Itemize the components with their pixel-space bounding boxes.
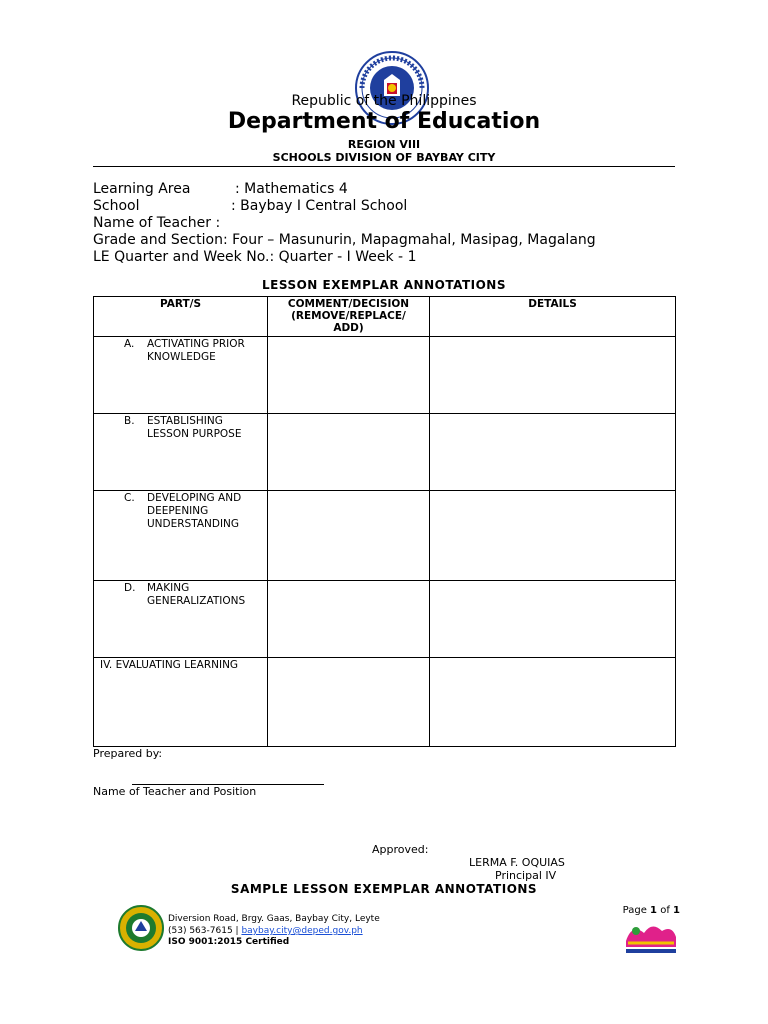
footer-email-link[interactable]: baybay.city@deped.gov.ph [241, 926, 363, 936]
details-cell[interactable] [430, 658, 676, 747]
part-line: GENERALIZATIONS [147, 595, 246, 607]
part-line: LESSON PURPOSE [147, 428, 242, 440]
footer-iso: ISO 9001:2015 Certified [168, 937, 290, 947]
header-details: DETAILS [430, 297, 676, 337]
header-divider [93, 166, 675, 167]
part-line: MAKING [147, 582, 190, 594]
part-letter: B. [124, 415, 135, 427]
footer-contact [168, 926, 363, 937]
part-cell [94, 491, 268, 581]
table-row [94, 658, 676, 747]
header-republic: Republic of the Philippines [291, 93, 477, 109]
approver-title: Principal IV [495, 869, 557, 882]
quarter-week-line: LE Quarter and Week No.: Quarter - I Week - 1 [93, 249, 417, 265]
header-division: SCHOOLS DIVISION OF BAYBAY CITY [272, 151, 496, 164]
page-current: 1 [650, 905, 658, 916]
part-line: UNDERSTANDING [147, 518, 240, 530]
page-number [600, 905, 680, 916]
comment-cell[interactable] [268, 414, 430, 491]
comment-cell[interactable] [268, 658, 430, 747]
school-label: School [93, 198, 140, 214]
part-line: ESTABLISHING [147, 415, 223, 427]
header-comment-line: ADD) [333, 322, 364, 334]
learning-area-value: : Mathematics 4 [235, 181, 348, 197]
approver-name: LERMA F. OQUIAS [469, 856, 565, 869]
section-title: LESSON EXEMPLAR ANNOTATIONS [262, 278, 506, 292]
table-row [94, 414, 676, 491]
learning-area-line [93, 181, 348, 198]
footer-address: Diversion Road, Brgy. Gaas, Baybay City, Leyte [168, 914, 380, 924]
header-comment [268, 297, 430, 337]
header-parts: PART/S [94, 297, 268, 337]
part-letter: A. [124, 338, 135, 350]
part-letter: C. [124, 492, 135, 504]
header-comment-line: (REMOVE/REPLACE/ [291, 310, 406, 322]
part-cell [94, 581, 268, 658]
comment-cell[interactable] [268, 337, 430, 414]
table-row [94, 337, 676, 414]
table-row [94, 581, 676, 658]
header-region: REGION VIII [347, 138, 421, 151]
comment-cell[interactable] [268, 491, 430, 581]
footer-title: SAMPLE LESSON EXEMPLAR ANNOTATIONS [230, 882, 538, 896]
school-value: : Baybay I Central School [231, 198, 408, 214]
school-line [93, 198, 407, 215]
details-cell[interactable] [430, 414, 676, 491]
part-line: ACTIVATING PRIOR [147, 338, 245, 350]
table-row [94, 491, 676, 581]
part-cell [94, 658, 268, 747]
annotation-table [93, 296, 676, 747]
learning-area-label: Learning Area [93, 181, 191, 197]
grade-section-line: Grade and Section: Four – Masunurin, Mapagmahal, Masipag, Magalang [93, 232, 596, 248]
details-cell[interactable] [430, 491, 676, 581]
table-header-row [94, 297, 676, 337]
details-cell[interactable] [430, 581, 676, 658]
footer-phone: (53) 563-7615 | [168, 926, 239, 936]
teacher-position-label: Name of Teacher and Position [93, 785, 257, 798]
division-seal-icon [118, 905, 164, 951]
teacher-line: Name of Teacher : [93, 215, 221, 231]
header-comment-line: COMMENT/DECISION [287, 298, 410, 310]
part-letter: D. [124, 582, 136, 594]
part-line: IV. EVALUATING LEARNING [100, 659, 239, 671]
part-line: DEEPENING [147, 505, 209, 517]
approved-label: Approved: [372, 843, 429, 856]
part-line: KNOWLEDGE [147, 351, 216, 363]
part-cell [94, 414, 268, 491]
header-department: Department of Education [227, 109, 541, 134]
comment-cell[interactable] [268, 581, 430, 658]
details-cell[interactable] [430, 337, 676, 414]
part-cell [94, 337, 268, 414]
page-word: Page [622, 905, 647, 916]
page-total: 1 [673, 905, 680, 916]
project-logo-icon [622, 919, 680, 957]
page-of: of [660, 905, 670, 916]
part-line: DEVELOPING AND [147, 492, 242, 504]
prepared-by-label: Prepared by: [93, 747, 163, 760]
